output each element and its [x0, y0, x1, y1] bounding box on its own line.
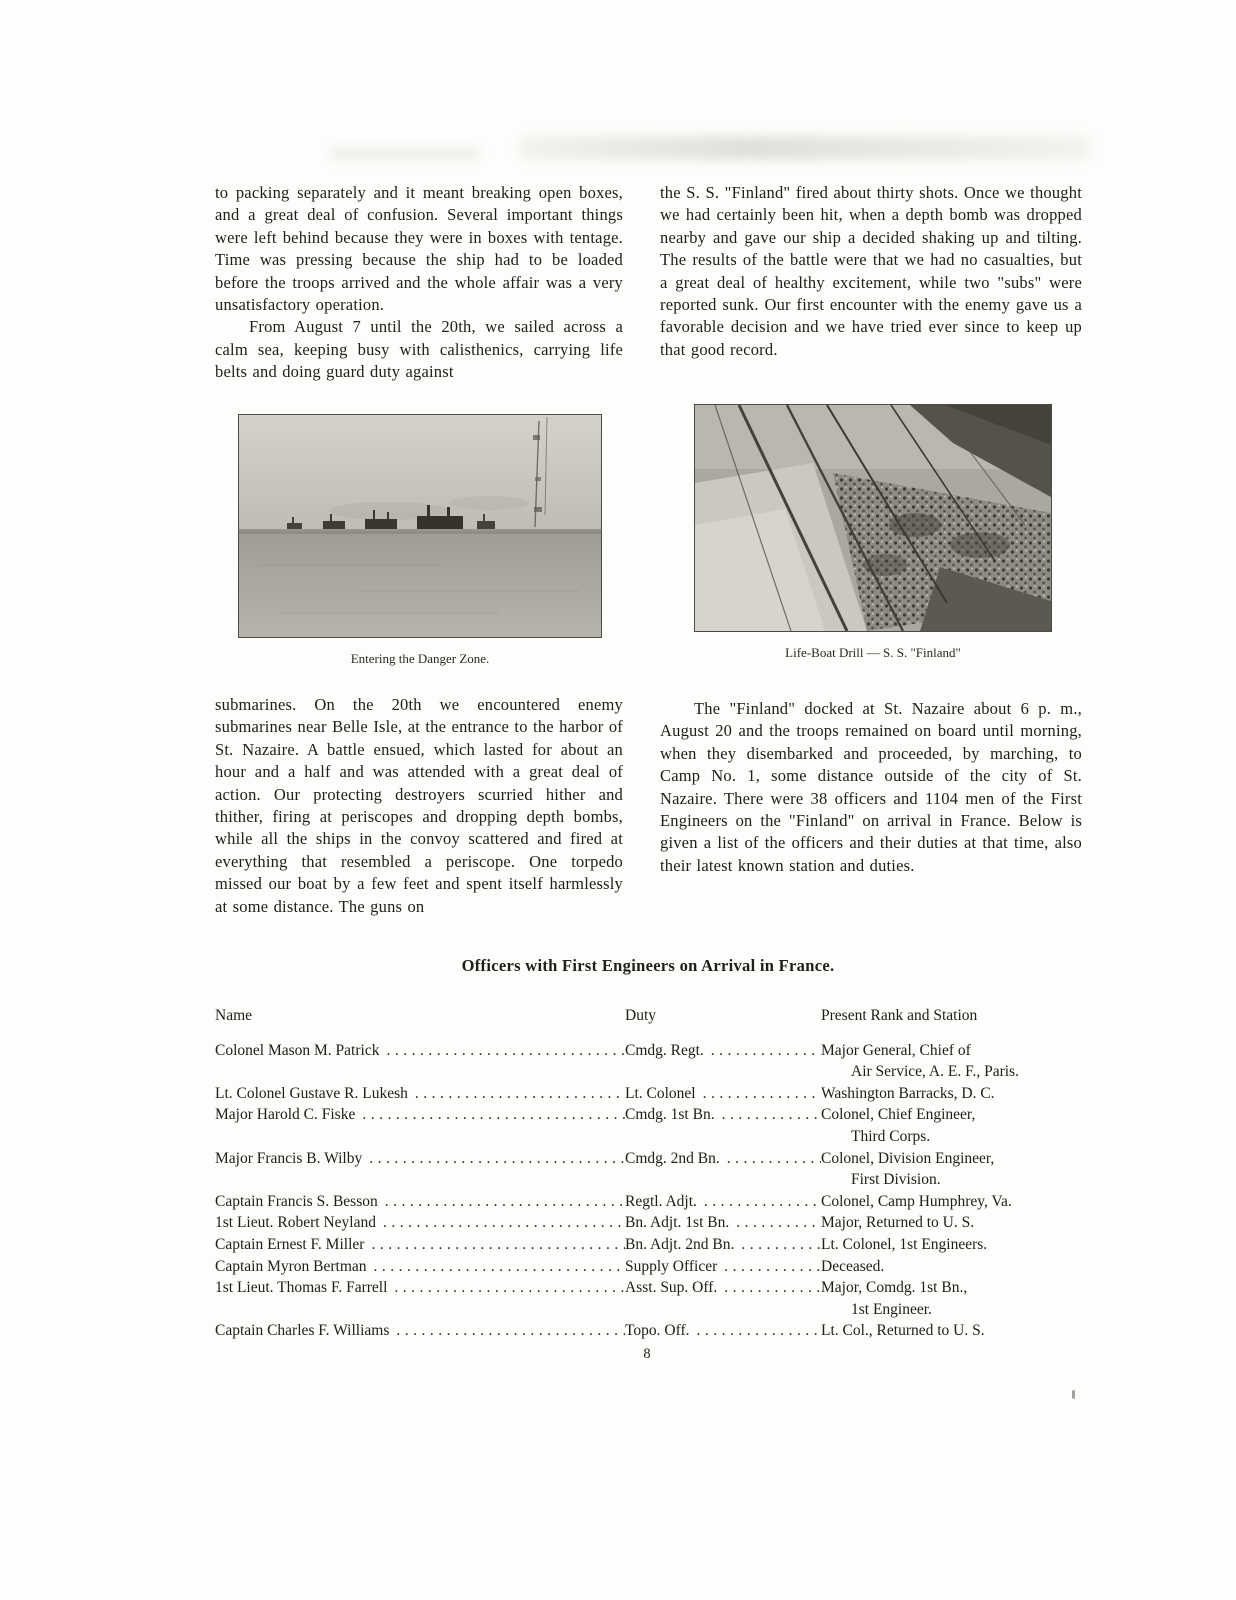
dot-leader	[697, 1191, 821, 1213]
officer-rank: Major General, Chief of	[821, 1041, 971, 1059]
dot-leader	[408, 1083, 625, 1105]
officer-rank: Major, Returned to U. S.	[821, 1214, 975, 1232]
officer-rank: Deceased.	[821, 1257, 885, 1275]
officer-rank: Lt. Col., Returned to U. S.	[821, 1322, 985, 1340]
paragraph: The "Finland" docked at St. Nazaire about 6 p. m., August 20 and the troops remained on board until morning, when they disembarked and proceeded, by marching, to Camp No. 1, some distance outside of the city of St. Nazaire. There were 38 officers and 1104 men of the First Engineers on the "Finland" on arrival in France. Below is given a list of the officers and their duties at that time, also their latest known station and duties.	[660, 699, 1082, 875]
dot-leader	[355, 1104, 625, 1126]
table-row	[215, 1191, 1081, 1213]
dot-leader	[389, 1320, 625, 1342]
officer-rank-line2: First Division.	[851, 1171, 941, 1189]
officer-rank: Colonel, Chief Engineer,	[821, 1106, 976, 1124]
table-row	[215, 1104, 1081, 1147]
dot-leader	[696, 1083, 821, 1105]
officer-rank: Lt. Colonel, 1st Engineers.	[821, 1235, 988, 1253]
officer-name: Captain Charles F. Williams	[215, 1322, 390, 1340]
dot-leader	[720, 1148, 821, 1170]
photo-entering-danger-zone	[238, 414, 602, 667]
right-column-upper-text	[660, 182, 1082, 361]
scan-artifact	[330, 148, 480, 160]
table-row	[215, 1234, 1081, 1256]
officer-name: Major Francis B. Wilby	[215, 1149, 363, 1167]
table-row	[215, 1277, 1081, 1320]
dot-leader	[690, 1320, 822, 1342]
photo-caption: Life-Boat Drill — S. S. "Finland"	[785, 645, 961, 660]
table-header-row	[215, 1005, 1081, 1027]
table-row	[215, 1212, 1081, 1234]
dot-leader	[378, 1191, 625, 1213]
column-header-duty: Duty	[625, 1007, 656, 1024]
column-header-rank: Present Rank and Station	[821, 1007, 978, 1024]
page-number: 8	[643, 1346, 651, 1362]
left-column-lower-text	[215, 694, 623, 918]
officer-rank-line2: Third Corps.	[851, 1127, 931, 1145]
table-title: Officers with First Engineers on Arrival in France.	[461, 956, 835, 975]
officer-duty: Cmdg. 1st Bn.	[625, 1106, 715, 1124]
paragraph: the S. S. "Finland" fired about thirty shots. Once we thought we had certainly been hit, when a depth bomb was dropped nearby and gave our ship a decided shaking up and tilting. The results of the battle were that we had no casualties, but a great deal of healthy excitement, while two "subs" were reported sunk. Our first encounter with the enemy gave us a favorable decision and we have tried ever since to keep up that good record.	[660, 183, 1082, 359]
dot-leader	[704, 1040, 821, 1062]
officer-name: Colonel Mason M. Patrick	[215, 1041, 380, 1059]
officers-table	[215, 956, 1081, 1342]
column-header-name: Name	[215, 1007, 253, 1024]
paragraph: submarines. On the 20th we encountered enemy submarines near Belle Isle, at the entrance to the harbor of St. Nazaire. A battle ensued, which lasted for about an hour and a half and was attended with a great deal of action. Our protecting destroyers scurried hither and thither, firing at periscopes and dropping depth bombs, while all the ships in the convoy scattered and fired at everything that resembled a periscope. One torpedo missed our boat by a few feet and spent itself harmlessly at some distance. The guns on	[215, 695, 623, 916]
officer-rank: Major, Comdg. 1st Bn.,	[821, 1279, 968, 1297]
officer-rank-line2: 1st Engineer.	[851, 1300, 932, 1318]
table-row	[215, 1083, 1081, 1105]
officer-duty: Cmdg. 2nd Bn.	[625, 1149, 720, 1167]
table-row	[215, 1256, 1081, 1278]
officer-name: 1st Lieut. Robert Neyland	[215, 1214, 376, 1232]
officer-name: 1st Lieut. Thomas F. Farrell	[215, 1279, 388, 1297]
officer-duty: Cmdg. Regt.	[625, 1041, 704, 1059]
dot-leader	[387, 1277, 625, 1299]
photo-lifeboat-drill	[694, 404, 1052, 661]
left-column-upper-text	[215, 182, 623, 384]
paragraph: to packing separately and it meant breaking open boxes, and a great deal of confusion. Several important things were left behind because they were in boxes with tentage. Time was pressing because the ship had to be loaded before the troops arrived and the whole affair was a very unsatisfactory operation.	[215, 183, 623, 315]
dot-leader	[715, 1104, 821, 1126]
officer-duty: Asst. Sup. Off.	[625, 1279, 718, 1297]
paragraph: From August 7 until the 20th, we sailed across a calm sea, keeping busy with calisthenics, carrying life belts and doing guard duty against	[215, 317, 623, 382]
right-column-lower-text	[660, 698, 1082, 877]
dot-leader	[364, 1234, 625, 1256]
table-row	[215, 1040, 1081, 1083]
dot-leader	[376, 1212, 625, 1234]
officer-duty: Topo. Off.	[625, 1322, 690, 1340]
dot-leader	[362, 1148, 625, 1170]
dot-leader	[734, 1234, 821, 1256]
officer-duty: Bn. Adjt. 2nd Bn.	[625, 1235, 735, 1253]
photo-caption: Entering the Danger Zone.	[350, 651, 490, 666]
officer-name: Lt. Colonel Gustave R. Lukesh	[215, 1084, 408, 1102]
dot-leader	[729, 1212, 821, 1234]
officer-rank-line2: Air Service, A. E. F., Paris.	[851, 1063, 1019, 1081]
dot-leader	[717, 1277, 821, 1299]
dot-leader	[367, 1256, 625, 1278]
officer-rank: Colonel, Division Engineer,	[821, 1149, 995, 1167]
officer-duty: Regtl. Adjt.	[625, 1192, 697, 1210]
officer-name: Captain Francis S. Besson	[215, 1192, 378, 1210]
officer-rank: Washington Barracks, D. C.	[821, 1084, 995, 1102]
officer-name: Captain Myron Bertman	[215, 1257, 367, 1275]
dot-leader	[717, 1256, 821, 1278]
dot-leader	[379, 1040, 625, 1062]
officer-duty: Supply Officer	[625, 1257, 718, 1275]
table-row	[215, 1320, 1081, 1342]
officer-rank: Colonel, Camp Humphrey, Va.	[821, 1192, 1012, 1210]
officer-name: Major Harold C. Fiske	[215, 1106, 356, 1124]
photo-image-deck-drill	[694, 404, 1052, 632]
scan-artifact	[1072, 1390, 1075, 1399]
photo-image-sea-convoy	[238, 414, 602, 638]
officer-name: Captain Ernest F. Miller	[215, 1235, 365, 1253]
officer-duty: Lt. Colonel	[625, 1084, 696, 1102]
table-row	[215, 1148, 1081, 1191]
table-body	[215, 1040, 1081, 1342]
scan-artifact	[520, 136, 1090, 160]
officer-duty: Bn. Adjt. 1st Bn.	[625, 1214, 730, 1232]
